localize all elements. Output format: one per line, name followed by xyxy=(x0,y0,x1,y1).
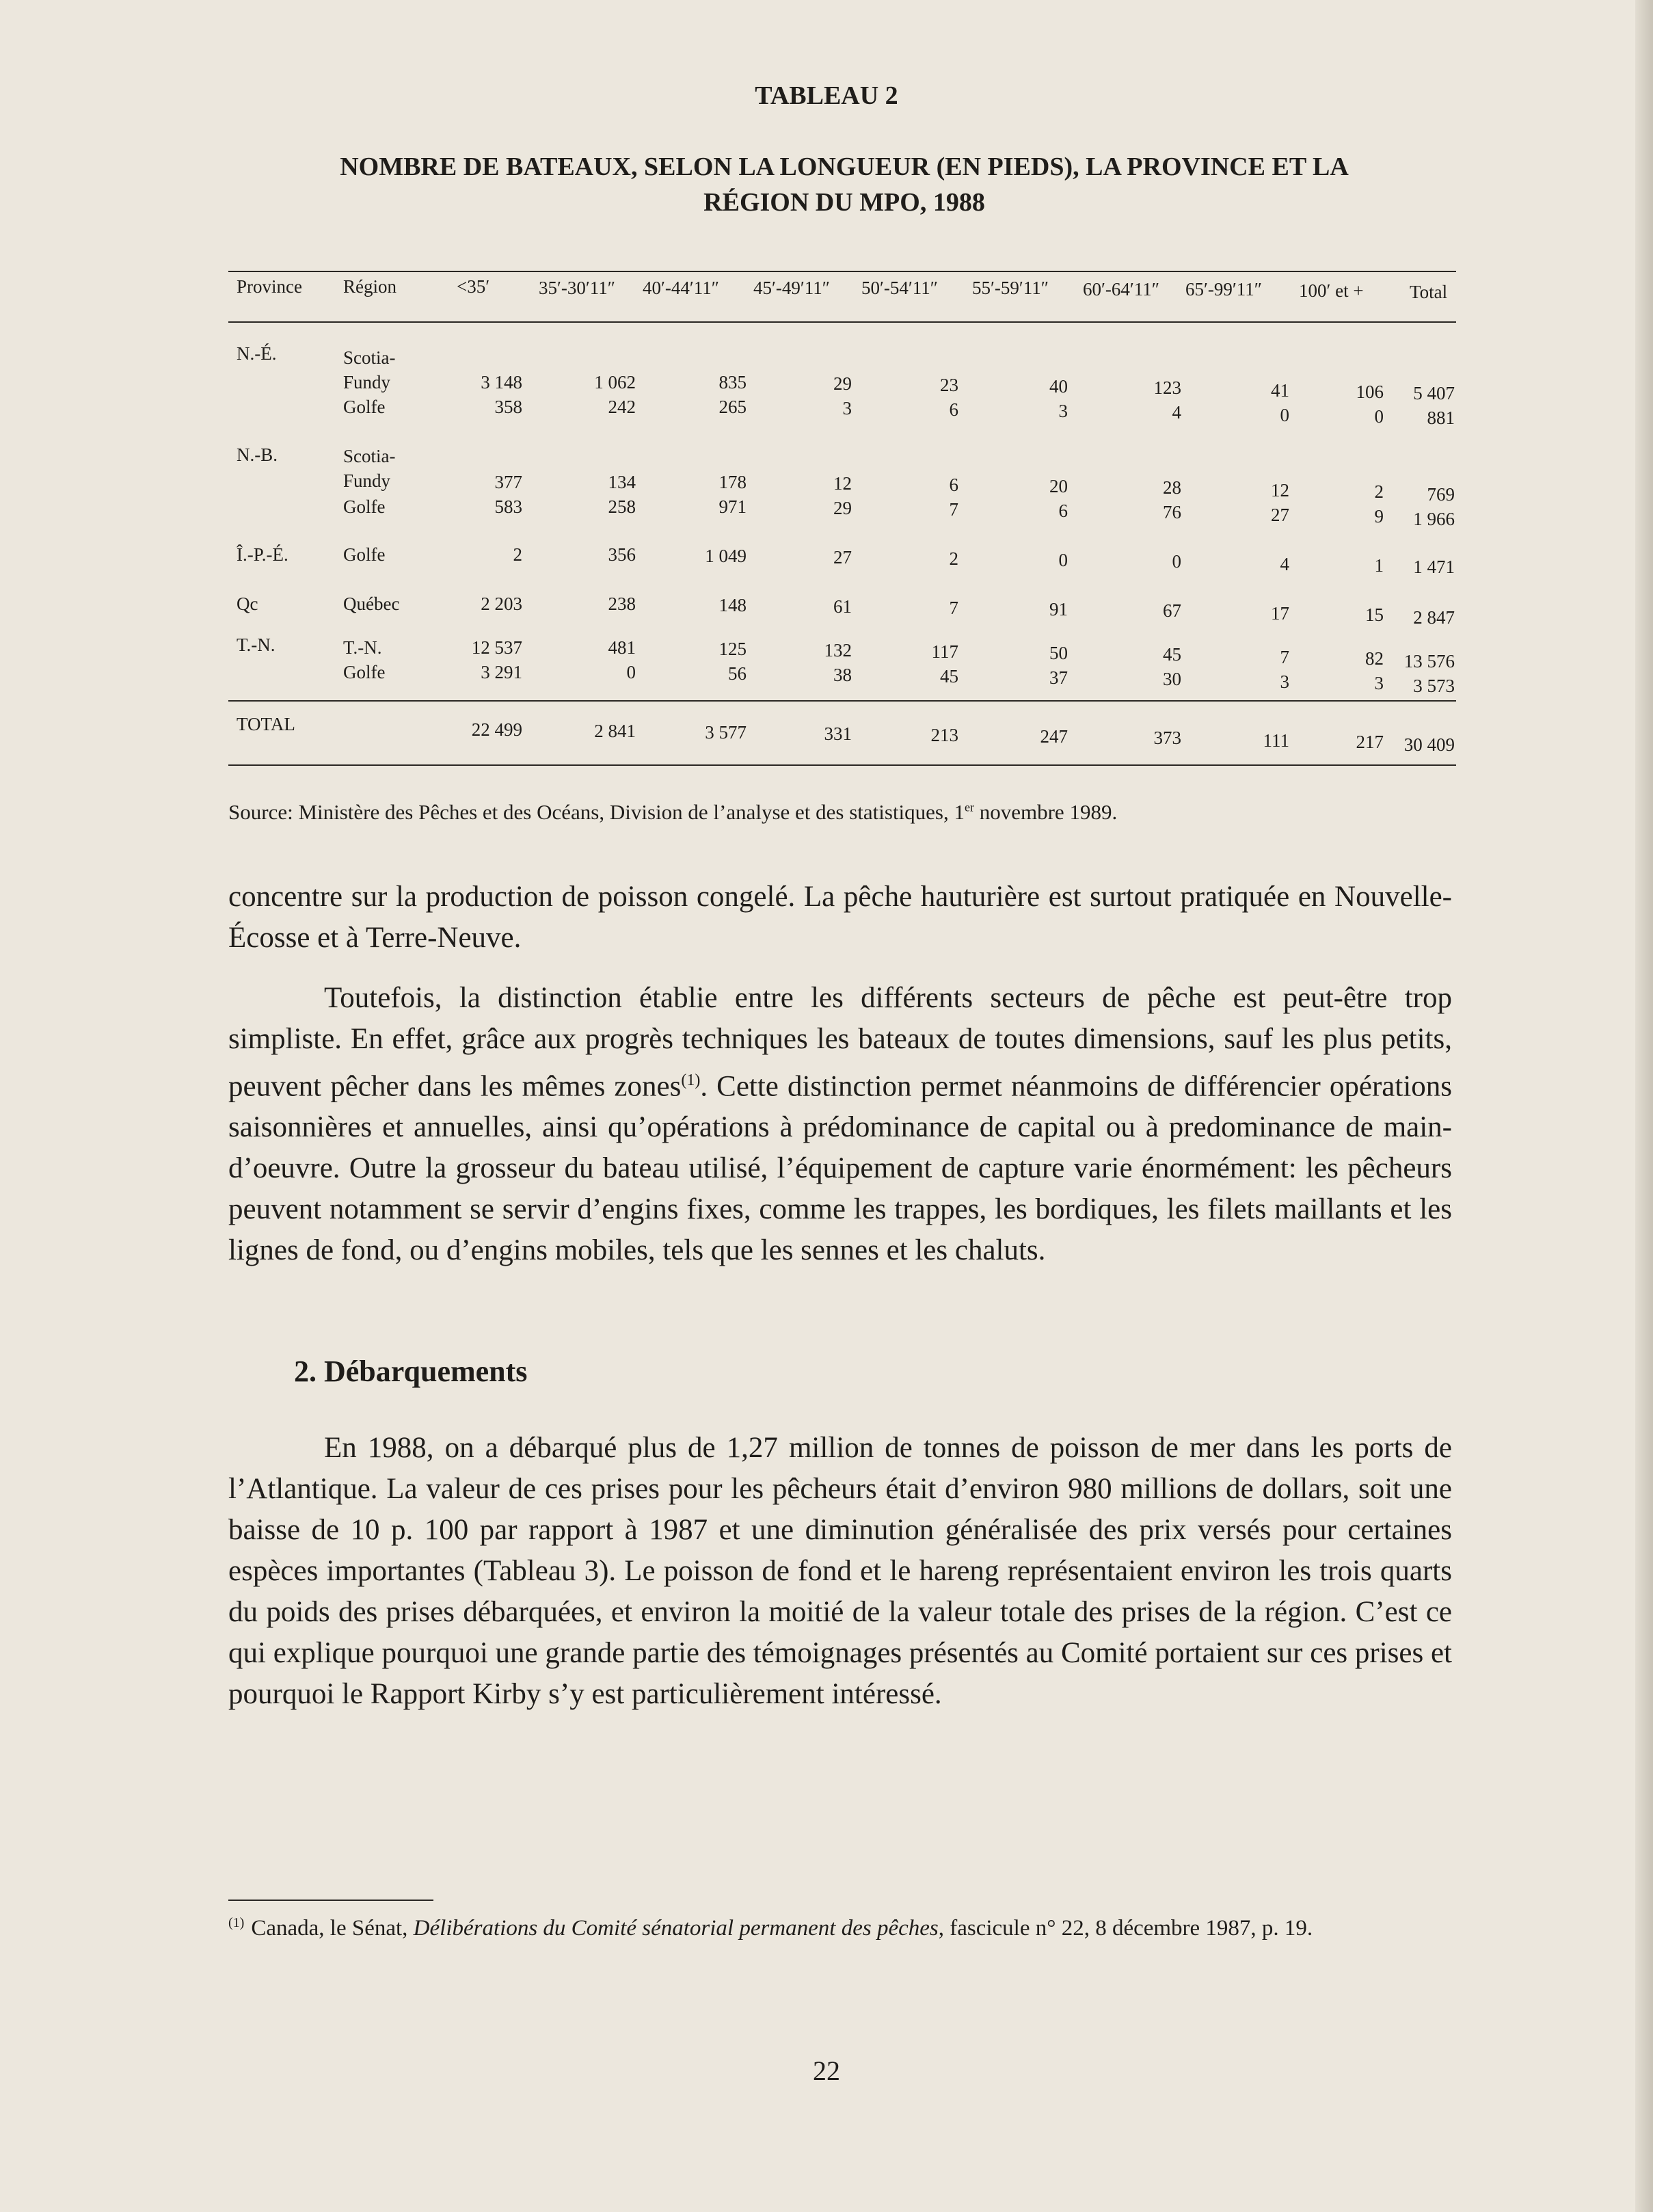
cell-value: 76 xyxy=(1163,502,1181,522)
header-60: 60′-64′11″ xyxy=(1083,279,1160,299)
cell-value: 6 xyxy=(949,399,958,420)
source-superscript: er xyxy=(965,800,974,814)
cell-value: 23 xyxy=(940,375,958,395)
table-bottom-rule xyxy=(228,764,1456,766)
row-region: Golfe xyxy=(343,496,386,517)
cell-value: 4 xyxy=(1280,554,1289,574)
cell-value: 2 203 xyxy=(481,594,522,614)
cell-value: 134 xyxy=(608,472,636,492)
cell-value: 0 xyxy=(626,662,636,682)
cell-value: 3 573 xyxy=(1413,676,1455,696)
cell-value: 6 xyxy=(1058,501,1068,521)
paragraph-distinction xyxy=(228,978,1452,1271)
cell-value: 37 xyxy=(1049,667,1068,688)
page-number: 22 xyxy=(813,2055,840,2086)
cell-value: 27 xyxy=(833,547,852,568)
cell-value: 3 291 xyxy=(481,662,522,682)
cell-value: 7 xyxy=(1280,647,1289,667)
total-value: 373 xyxy=(1153,728,1181,748)
cell-value: 0 xyxy=(1058,550,1068,570)
cell-value: 12 xyxy=(1271,480,1289,501)
header-65: 65′-99′11″ xyxy=(1185,279,1263,299)
cell-value: 15 xyxy=(1365,604,1384,625)
cell-value: 971 xyxy=(718,496,747,517)
header-35: 35′-30′11″ xyxy=(539,278,616,298)
cell-value: 358 xyxy=(494,397,522,417)
row-province: Qc xyxy=(237,594,258,614)
footnote-rule xyxy=(228,1900,433,1901)
cell-value: 7 xyxy=(949,499,958,520)
footnote-text: Canada, le Sénat, xyxy=(251,1916,414,1941)
cell-value: 6 xyxy=(949,475,958,495)
cell-value: 1 062 xyxy=(594,372,636,392)
paragraph-continuation: concentre sur la production de poisson congelé. La pêche hauturière est surtout pratiquée en Nouvelle-Écosse et à Terre-Neuve. xyxy=(228,881,1452,954)
header-region: Région xyxy=(343,276,397,297)
page-edge-shadow xyxy=(1635,0,1653,2212)
row-region: Fundy xyxy=(343,470,391,491)
header-total: Total xyxy=(1410,282,1448,302)
total-value: 247 xyxy=(1040,726,1068,747)
footnote xyxy=(228,1908,1438,1943)
row-province: Î.-P.-É. xyxy=(237,544,288,565)
total-label: TOTAL xyxy=(237,714,295,734)
cell-value: 356 xyxy=(608,544,636,565)
paragraph-landings xyxy=(228,1428,1452,1715)
row-province: N.-B. xyxy=(237,444,278,465)
total-value: 30 409 xyxy=(1403,734,1455,755)
total-value: 3 577 xyxy=(705,722,747,743)
row-region: Fundy xyxy=(343,372,391,392)
footnote-text-end: , fascicule n° 22, 8 décembre 1987, p. 19. xyxy=(938,1916,1313,1941)
footnote-reference[interactable]: (1) xyxy=(681,1071,701,1089)
cell-value: 242 xyxy=(608,397,636,417)
cell-value: 0 xyxy=(1374,406,1384,427)
table-subtitle-line1: NOMBRE DE BATEAUX, SELON LA LONGUEUR (EN PIEDS), LA PROVINCE ET LA xyxy=(340,152,1349,181)
cell-value: 0 xyxy=(1280,405,1289,425)
cell-value: 9 xyxy=(1374,506,1384,527)
cell-value: 3 148 xyxy=(481,372,522,392)
cell-value: 377 xyxy=(494,472,522,492)
cell-value: 29 xyxy=(833,498,852,518)
cell-value: 67 xyxy=(1163,600,1181,621)
cell-value: 7 xyxy=(949,598,958,618)
row-province: N.-É. xyxy=(237,343,277,364)
cell-value: 1 471 xyxy=(1413,557,1455,577)
source-date: novembre 1989. xyxy=(973,800,1118,824)
cell-value: 123 xyxy=(1153,377,1181,398)
table-subtitle-line2: RÉGION DU MPO, 1988 xyxy=(703,188,985,217)
cell-value: 265 xyxy=(718,397,747,417)
row-region: Golfe xyxy=(343,397,386,417)
cell-value: 1 049 xyxy=(705,546,747,566)
cell-value: 5 407 xyxy=(1413,383,1455,403)
cell-value: 50 xyxy=(1049,643,1068,663)
cell-value: 0 xyxy=(1172,551,1181,572)
cell-value: 20 xyxy=(1049,476,1068,496)
cell-value: 1 xyxy=(1374,555,1384,576)
total-value: 22 499 xyxy=(471,719,522,740)
cell-value: 30 xyxy=(1163,669,1181,689)
row-region: T.-N. xyxy=(343,637,382,658)
cell-value: 583 xyxy=(494,496,522,517)
cell-value: 17 xyxy=(1271,603,1289,624)
section-heading: 2. Débarquements xyxy=(294,1355,528,1388)
cell-value: 56 xyxy=(728,663,747,684)
cell-value: 117 xyxy=(931,641,958,662)
paragraph-distinction-text: Toutefois, la distinction établie entre les différents secteurs de pêche est peut-être trop simpliste. En effet, grâce aux progrès techniques les bateaux de toutes dimensions, sauf les plus petits, peuvent pêcher dans les mêmes zones xyxy=(228,982,1452,1103)
cell-value: 1 966 xyxy=(1413,509,1455,529)
cell-value: 40 xyxy=(1049,376,1068,397)
header-45: 45′-49′11″ xyxy=(753,278,831,298)
header-40: 40′-44′11″ xyxy=(643,278,720,298)
row-region: Golfe xyxy=(343,662,386,682)
footnote-mark: (1) xyxy=(228,1915,245,1930)
cell-value: 2 xyxy=(949,548,958,569)
cell-value: 45 xyxy=(940,666,958,687)
cell-value: 769 xyxy=(1427,484,1455,505)
table-total-rule-top xyxy=(228,700,1456,702)
cell-value: 12 537 xyxy=(471,637,522,658)
table-header-rule xyxy=(228,321,1456,323)
cell-value: 148 xyxy=(718,595,747,615)
cell-value: 238 xyxy=(608,594,636,614)
cell-value: 3 xyxy=(1374,673,1384,693)
cell-value: 13 576 xyxy=(1403,651,1455,671)
paragraph-distinction-text-end: . Cette distinction permet néanmoins de différencier opérations saisonnières et annuelles, ainsi qu’opérations à prédominance de capital ou à predominance de main-d’oeuvre. Outre la grosseur du bateau utilisé, l’équipement de capture varie énormément: les pêcheurs peuvent notamment se servir d’engins fixes, comme les trappes, les bordiques, les filets maillants et les lignes de fond, ou d’engins mobiles, tels que les sennes et les chaluts. xyxy=(228,1070,1452,1267)
cell-value: 38 xyxy=(833,665,852,685)
cell-value: 3 xyxy=(1280,671,1289,692)
cell-value: 106 xyxy=(1356,382,1384,402)
paragraph-landings-text: En 1988, on a débarqué plus de 1,27 million de tonnes de poisson de mer dans les ports de l’Atlantique. La valeur de ces prises pour les pêcheurs était d’environ 980 millions de dollars, soit une baisse de 10 p. 100 par rapport à 1987 et une diminution généralisée des prix versés pour certaines espèces importantes (Tableau 3). Le poisson de fond et le hareng représentaient environ les trois quarts du poids des prises débarquées, et environ la moitié de la valeur totale des prises de la région. C’est ce qui explique pourquoi une grande partie des témoignages présentés au Comité portaient sur ces prises et pourquoi le Rapport Kirby s’y est particulièrement intéressé. xyxy=(228,1432,1452,1710)
header-100plus: 100′ et + xyxy=(1299,280,1364,301)
cell-value: 835 xyxy=(718,372,747,392)
cell-value: 125 xyxy=(718,639,747,659)
cell-value: 4 xyxy=(1172,402,1181,423)
cell-value: 82 xyxy=(1365,648,1384,669)
cell-value: 481 xyxy=(608,637,636,658)
header-55: 55′-59′11″ xyxy=(972,278,1049,298)
cell-value: 3 xyxy=(1058,401,1068,421)
cell-value: 29 xyxy=(833,373,852,394)
cell-value: 91 xyxy=(1049,599,1068,619)
row-region: Golfe xyxy=(343,544,386,565)
cell-value: 2 847 xyxy=(1413,607,1455,628)
header-province: Province xyxy=(237,276,302,297)
source-text: Source: Ministère des Pêches et des Océans, Division de l’analyse et des statistiques, 1 xyxy=(228,800,965,824)
total-value: 111 xyxy=(1263,730,1289,751)
total-value: 331 xyxy=(824,723,852,744)
row-region-line1: Scotia- xyxy=(343,446,396,466)
cell-value: 132 xyxy=(824,640,852,661)
row-province: T.-N. xyxy=(237,635,276,655)
cell-value: 27 xyxy=(1271,505,1289,525)
total-value: 2 841 xyxy=(594,721,636,741)
cell-value: 178 xyxy=(718,472,747,492)
total-value: 217 xyxy=(1356,732,1384,752)
row-region-line1: Scotia- xyxy=(343,347,396,368)
cell-value: 45 xyxy=(1163,644,1181,665)
cell-value: 881 xyxy=(1427,408,1455,428)
cell-value: 3 xyxy=(842,398,852,418)
total-value: 213 xyxy=(930,725,958,745)
table-top-rule xyxy=(228,271,1456,272)
footnote-italic-title: Délibérations du Comité sénatorial permanent des pêches xyxy=(413,1916,939,1941)
cell-value: 28 xyxy=(1163,477,1181,498)
cell-value: 258 xyxy=(608,496,636,517)
header-50: 50′-54′11″ xyxy=(861,278,939,298)
table-source xyxy=(228,800,1117,825)
row-region: Québec xyxy=(343,594,400,614)
table-title: TABLEAU 2 xyxy=(755,81,898,110)
header-lt35: <35′ xyxy=(457,276,490,297)
cell-value: 2 xyxy=(1374,481,1384,502)
table-subtitle xyxy=(226,149,1463,220)
cell-value: 2 xyxy=(513,544,522,565)
cell-value: 41 xyxy=(1271,380,1289,401)
cell-value: 61 xyxy=(833,596,852,617)
cell-value: 12 xyxy=(833,473,852,494)
